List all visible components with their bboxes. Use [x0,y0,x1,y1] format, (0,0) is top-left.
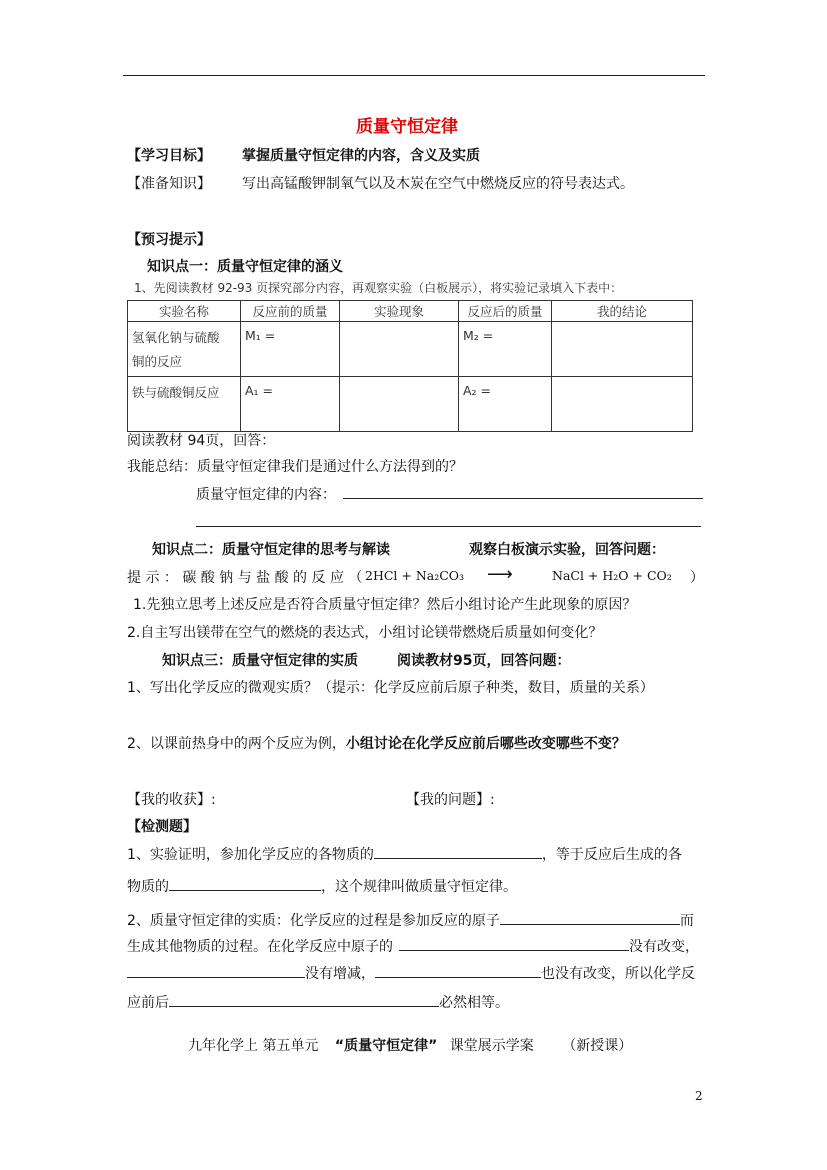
test2-text-d: 没有改变， [629,939,699,955]
kp2-observe: 观察白板演示实验，回答问题： [469,542,665,558]
prep-label: 【准备知识】 [127,176,211,192]
test2-line1 [127,910,694,930]
footer-quote-close: ” [428,1038,438,1054]
table-row [128,377,693,432]
kp2-hint-close: ） [690,570,704,586]
answer-line[interactable] [196,526,701,527]
table-cell-after[interactable]: M₂ = [459,322,552,377]
footer-quote-open: “ [334,1038,345,1054]
table-cell-phenomenon[interactable] [340,377,459,432]
table-header: 我的结论 [552,301,693,322]
kp2-q2: 2.自主写出镁带在空气的燃烧的表达式，小组讨论镁带燃烧后质量如何变化？ [127,625,603,641]
table-cell-conclusion[interactable] [552,377,693,432]
test2-line4 [127,992,509,1012]
footer-tag: （新授课） [562,1038,633,1054]
test2-text-b: 而 [679,913,694,929]
kp1-instruction: 1、先阅读教材 92-93 页探究部分内容，再观察实验（白板展示），将实验记录填入下表中： [134,281,623,295]
table-header-row [128,301,693,322]
test2-line3 [127,963,695,983]
test2-text-g: 应前后 [127,995,169,1011]
blank-field[interactable] [500,910,680,925]
kp3-q2-bold: 小组讨论在化学反应前后哪些改变哪些不变？ [345,736,626,752]
kp2-hint: 提 示 ： 碳 酸 钠 与 盐 酸 的 反 应 （ [127,570,363,586]
objective-label: 【学习目标】 [127,148,211,164]
kp3-q1: 1、写出化学反应的微观实质？（提示：化学反应前后原子种类，数目，质量的关系） [127,680,654,696]
answer-line[interactable] [343,498,703,499]
prep-text: 写出高锰酸钾制氧气以及木炭在空气中燃烧反应的符号表达式。 [242,176,634,192]
test2-text-f: 也没有改变，所以化学反 [541,966,695,982]
kp2-heading: 知识点二：质量守恒定律的思考与解读 [152,542,390,558]
table-cell-before[interactable]: M₁ = [241,322,340,377]
kp2-q1: 1.先独立思考上述反应是否符合质量守恒定律？然后小组讨论产生此现象的原因？ [133,597,637,613]
cell-line: 铜的反应 [132,354,183,369]
test1-text-c: 物质的 [127,879,169,895]
table-cell-name [128,377,241,432]
kp3-q2 [127,733,626,753]
objective-text: 掌握质量守恒定律的内容，含义及实质 [242,148,480,164]
harvest-label: 【我的收获】: [127,792,216,808]
blank-field[interactable] [169,876,321,891]
kp3-q2-prefix: 2、以课前热身中的两个反应为例， [127,736,346,752]
test-label: 【检测题】 [127,819,197,835]
page-title: 质量守恒定律 [356,117,458,137]
equation-left: 2HCl + Na₂CO₃ [365,568,465,583]
test1-text-b: ，等于反应后生成的各 [541,847,682,863]
kp1-content-label: 质量守恒定律的内容： [196,487,336,503]
table-cell-conclusion[interactable] [552,322,693,377]
blank-field[interactable] [374,844,542,859]
table-header: 反应前的质量 [241,301,340,322]
test2-text-e: 没有增减， [305,966,375,982]
footer-left: 九年化学上 第五单元 [188,1038,319,1054]
cell-line: 铁与硫酸铜反应 [132,385,220,400]
kp3-heading: 知识点三：质量守恒定律的实质 [162,653,358,669]
blank-field[interactable] [127,963,305,978]
cell-line: 氢氧化钠与硫酸 [132,330,220,345]
test1-line2 [127,876,517,896]
test1-line1 [127,844,682,864]
table-cell-before[interactable]: A₁ = [241,377,340,432]
blank-field[interactable] [375,963,541,978]
test2-text-h: 必然相等。 [439,995,509,1011]
table-cell-after[interactable]: A₂ = [459,377,552,432]
equation-arrow-icon: ⟶ [487,564,513,585]
equation-right: NaCl + H₂O + CO₂ [552,568,672,583]
table-header: 反应后的质量 [459,301,552,322]
kp1-summary: 我能总结：质量守恒定律我们是通过什么方法得到的？ [127,459,463,475]
preview-label: 【预习提示】 [127,232,211,248]
test2-text-a: 2、质量守恒定律的实质：化学反应的过程是参加反应的原子 [127,913,500,929]
blank-field[interactable] [399,936,629,951]
test1-text-d: ，这个规律叫做质量守恒定律。 [321,879,517,895]
table-row [128,322,693,377]
table-cell-phenomenon[interactable] [340,322,459,377]
header-rule [123,75,705,76]
kp1-read: 阅读教材 94页，回答： [127,433,276,449]
test2-text-c: 生成其他物质的过程。在化学反应中原子的 [127,939,393,955]
test1-text-a: 1、实验证明，参加化学反应的各物质的 [127,847,374,863]
experiment-table [127,300,693,432]
table-header: 实验现象 [340,301,459,322]
page-number: 2 [695,1089,703,1103]
table-cell-name [128,322,241,377]
footer-bold: 质量守恒定律 [344,1038,429,1054]
table-header: 实验名称 [128,301,241,322]
test2-line2 [127,936,699,956]
footer [188,1035,632,1055]
kp3-read: 阅读教材95页，回答问题： [397,653,571,669]
question-label: 【我的问题】: [406,792,495,808]
kp1-heading: 知识点一：质量守恒定律的涵义 [147,259,343,275]
blank-field[interactable] [169,992,439,1007]
footer-right: 课堂展示学案 [449,1038,534,1054]
